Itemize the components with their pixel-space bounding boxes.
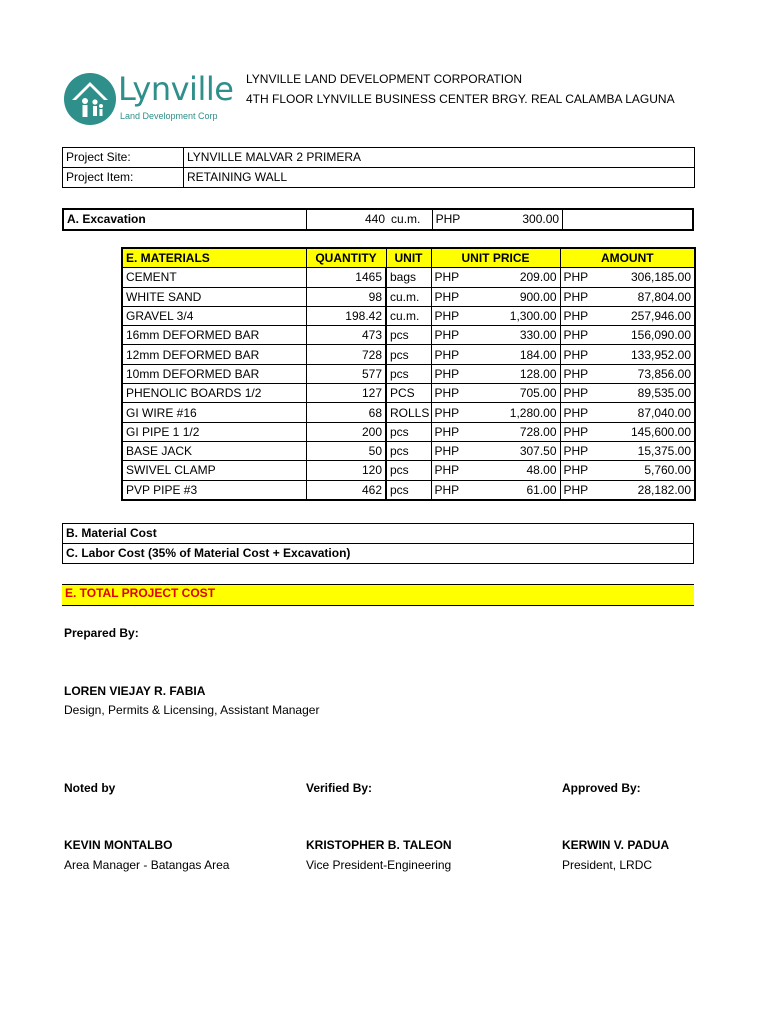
- excavation-row: [63, 209, 693, 230]
- material-row: [122, 326, 695, 345]
- material-name: WHITE SAND: [122, 287, 306, 306]
- material-unit: pcs: [386, 326, 431, 345]
- unit-price-currency: PHP: [431, 287, 471, 306]
- material-name: 10mm DEFORMED BAR: [122, 364, 306, 383]
- material-unit-price: 705.00: [471, 384, 560, 403]
- material-unit: bags: [386, 268, 431, 287]
- material-name: BASE JACK: [122, 441, 306, 460]
- labor-cost-row: [63, 544, 694, 564]
- material-amount: 28,182.00: [594, 480, 695, 500]
- material-unit: pcs: [386, 364, 431, 383]
- prepared-by-name: LOREN VIEJAY R. FABIA: [64, 684, 206, 698]
- verified-by-title: Vice President-Engineering: [306, 858, 452, 872]
- material-unit: PCS: [386, 384, 431, 403]
- unit-price-currency: PHP: [431, 441, 471, 460]
- project-site-label: Project Site:: [63, 148, 184, 168]
- material-name: 12mm DEFORMED BAR: [122, 345, 306, 364]
- material-unit-price: 900.00: [471, 287, 560, 306]
- material-quantity: 200: [306, 422, 386, 441]
- materials-header-unit-price: UNIT PRICE: [431, 248, 560, 268]
- material-amount: 87,804.00: [594, 287, 695, 306]
- project-item-value: RETAINING WALL: [184, 168, 695, 188]
- material-unit-price: 184.00: [471, 345, 560, 364]
- material-row: [122, 461, 695, 480]
- excavation-unit: cu.m.: [388, 209, 432, 230]
- unit-price-currency: PHP: [431, 403, 471, 422]
- materials-header-unit: UNIT: [386, 248, 431, 268]
- material-quantity: 473: [306, 326, 386, 345]
- amount-currency: PHP: [560, 287, 594, 306]
- material-row: [122, 403, 695, 422]
- material-unit: pcs: [386, 441, 431, 460]
- material-row: [122, 441, 695, 460]
- unit-price-currency: PHP: [431, 364, 471, 383]
- noted-by-label: Noted by: [64, 781, 116, 795]
- project-site-value: LYNVILLE MALVAR 2 PRIMERA: [184, 148, 695, 168]
- company-logo: [64, 68, 234, 130]
- cost-summary-table: [62, 523, 694, 564]
- material-quantity: 728: [306, 345, 386, 364]
- total-project-cost-label: E. TOTAL PROJECT COST: [65, 586, 216, 600]
- project-info-table: [62, 147, 695, 188]
- company-address: 4TH FLOOR LYNVILLE BUSINESS CENTER BRGY. REAL CALAMBA LAGUNA: [246, 92, 675, 106]
- unit-price-currency: PHP: [431, 306, 471, 325]
- material-unit-price: 209.00: [471, 268, 560, 287]
- material-unit: ROLLS: [386, 403, 431, 422]
- material-unit: cu.m.: [386, 287, 431, 306]
- logo-subtitle: Land Development Corp: [120, 111, 218, 121]
- approved-by-name: KERWIN V. PADUA: [562, 838, 670, 852]
- material-row: [122, 306, 695, 325]
- unit-price-currency: PHP: [431, 422, 471, 441]
- material-name: CEMENT: [122, 268, 306, 287]
- noted-by-title: Area Manager - Batangas Area: [64, 858, 230, 872]
- verified-by-label: Verified By:: [306, 781, 373, 795]
- verified-by-name: KRISTOPHER B. TALEON: [306, 838, 452, 852]
- excavation-currency: PHP: [435, 212, 461, 226]
- material-amount: 5,760.00: [594, 461, 695, 480]
- excavation-quantity: 440: [364, 212, 386, 226]
- materials-table: [121, 247, 696, 501]
- material-quantity: 120: [306, 461, 386, 480]
- material-quantity: 1465: [306, 268, 386, 287]
- material-unit-price: 728.00: [471, 422, 560, 441]
- material-quantity: 127: [306, 384, 386, 403]
- material-amount: 145,600.00: [594, 422, 695, 441]
- material-unit-price: 1,300.00: [471, 306, 560, 325]
- material-unit: cu.m.: [386, 306, 431, 325]
- material-row: [122, 384, 695, 403]
- excavation-label: A. Excavation: [63, 209, 307, 230]
- material-amount: 133,952.00: [594, 345, 695, 364]
- labor-cost-label: C. Labor Cost (35% of Material Cost + Excavation): [66, 546, 351, 560]
- material-unit-price: 1,280.00: [471, 403, 560, 422]
- material-quantity: 50: [306, 441, 386, 460]
- material-name: GRAVEL 3/4: [122, 306, 306, 325]
- materials-header-amount: AMOUNT: [560, 248, 695, 268]
- material-unit-price: 61.00: [471, 480, 560, 500]
- prepared-by-label: Prepared By:: [64, 626, 139, 640]
- amount-currency: PHP: [560, 480, 594, 500]
- unit-price-currency: PHP: [431, 480, 471, 500]
- excavation-amount: [563, 209, 693, 230]
- noted-by-name: KEVIN MONTALBO: [64, 838, 173, 852]
- material-quantity: 98: [306, 287, 386, 306]
- amount-currency: PHP: [560, 326, 594, 345]
- material-name: GI PIPE 1 1/2: [122, 422, 306, 441]
- material-amount: 306,185.00: [594, 268, 695, 287]
- material-quantity: 198.42: [306, 306, 386, 325]
- materials-header-row: [122, 248, 695, 268]
- material-unit: pcs: [386, 461, 431, 480]
- material-name: SWIVEL CLAMP: [122, 461, 306, 480]
- prepared-by-title: Design, Permits & Licensing, Assistant Manager: [64, 703, 320, 717]
- amount-currency: PHP: [560, 345, 594, 364]
- material-name: 16mm DEFORMED BAR: [122, 326, 306, 345]
- project-site-row: [63, 148, 695, 168]
- amount-currency: PHP: [560, 422, 594, 441]
- unit-price-currency: PHP: [431, 461, 471, 480]
- approved-by-title: President, LRDC: [562, 858, 653, 872]
- logo-wordmark: Lynville: [118, 70, 234, 108]
- material-unit-price: 48.00: [471, 461, 560, 480]
- material-quantity: 68: [306, 403, 386, 422]
- material-row: [122, 364, 695, 383]
- project-item-label: Project Item:: [63, 168, 184, 188]
- material-amount: 89,535.00: [594, 384, 695, 403]
- unit-price-currency: PHP: [431, 326, 471, 345]
- material-name: PHENOLIC BOARDS 1/2: [122, 384, 306, 403]
- amount-currency: PHP: [560, 384, 594, 403]
- unit-price-currency: PHP: [431, 268, 471, 287]
- project-item-row: [63, 168, 695, 188]
- company-name: LYNVILLE LAND DEVELOPMENT CORPORATION: [246, 72, 523, 86]
- material-quantity: 462: [306, 480, 386, 500]
- material-amount: 15,375.00: [594, 441, 695, 460]
- approved-by-label: Approved By:: [562, 781, 641, 795]
- amount-currency: PHP: [560, 364, 594, 383]
- unit-price-currency: PHP: [431, 345, 471, 364]
- material-unit: pcs: [386, 480, 431, 500]
- amount-currency: PHP: [560, 441, 594, 460]
- material-unit: pcs: [386, 345, 431, 364]
- material-cost-label: B. Material Cost: [63, 524, 694, 544]
- material-amount: 257,946.00: [594, 306, 695, 325]
- material-amount: 87,040.00: [594, 403, 695, 422]
- material-row: [122, 268, 695, 287]
- material-row: [122, 480, 695, 500]
- materials-header-quantity: QUANTITY: [306, 248, 386, 268]
- excavation-table: [62, 208, 694, 231]
- material-name: GI WIRE #16: [122, 403, 306, 422]
- material-row: [122, 422, 695, 441]
- material-unit-price: 128.00: [471, 364, 560, 383]
- amount-currency: PHP: [560, 461, 594, 480]
- materials-header-name: E. MATERIALS: [122, 248, 306, 268]
- material-name: PVP PIPE #3: [122, 480, 306, 500]
- amount-currency: PHP: [560, 268, 594, 287]
- amount-currency: PHP: [560, 306, 594, 325]
- material-cost-row: [63, 524, 694, 544]
- material-unit-price: 307.50: [471, 441, 560, 460]
- material-amount: 156,090.00: [594, 326, 695, 345]
- material-row: [122, 345, 695, 364]
- amount-currency: PHP: [560, 403, 594, 422]
- material-quantity: 577: [306, 364, 386, 383]
- material-amount: 73,856.00: [594, 364, 695, 383]
- material-unit-price: 330.00: [471, 326, 560, 345]
- excavation-unit-price: 300.00: [492, 209, 562, 230]
- material-row: [122, 287, 695, 306]
- material-unit: pcs: [386, 422, 431, 441]
- unit-price-currency: PHP: [431, 384, 471, 403]
